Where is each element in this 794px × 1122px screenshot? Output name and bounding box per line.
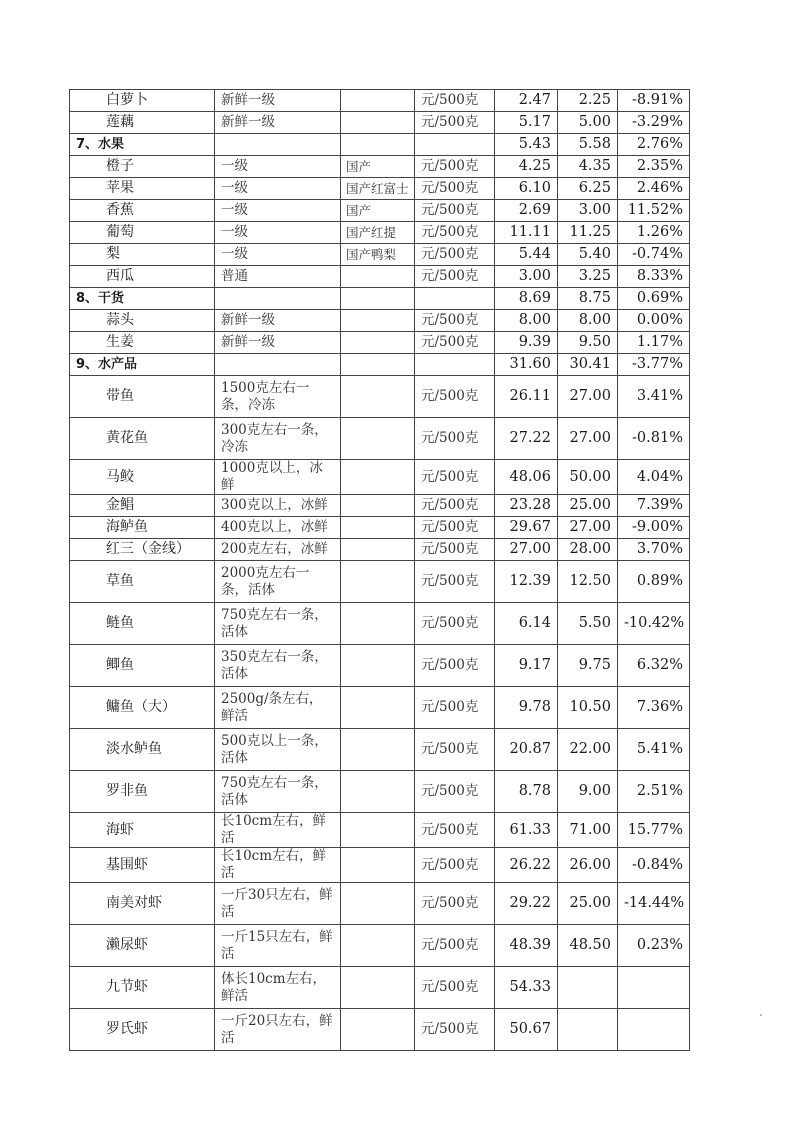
previous-price-cell: 2.47 [495, 90, 558, 112]
current-price-cell: 27.00 [558, 418, 618, 460]
current-price-cell: 9.00 [558, 771, 618, 813]
spec-cell: 2000克左右一条，活体 [215, 561, 341, 603]
change-percent-cell: 11.52% [618, 200, 690, 222]
product-name-cell: 西瓜 [70, 266, 215, 288]
current-price-cell: 5.00 [558, 112, 618, 134]
product-name-cell: 濑尿虾 [70, 925, 215, 967]
change-percent-cell: -0.81% [618, 418, 690, 460]
previous-price-cell: 27.00 [495, 539, 558, 561]
change-percent-cell: 0.00% [618, 310, 690, 332]
spec-cell: 新鲜一级 [215, 310, 341, 332]
origin-cell [341, 495, 415, 517]
product-name-cell: 草鱼 [70, 561, 215, 603]
product-name-cell: 鳙鱼（大） [70, 687, 215, 729]
spec-cell: 新鲜一级 [215, 332, 341, 354]
previous-price-cell: 5.44 [495, 244, 558, 266]
spec-cell: 一斤15只左右，鲜活 [215, 925, 341, 967]
unit-cell: 元/500克 [415, 645, 495, 687]
previous-price-cell: 23.28 [495, 495, 558, 517]
spec-cell: 300克左右一条，冷冻 [215, 418, 341, 460]
previous-price-cell: 5.17 [495, 112, 558, 134]
product-name-cell: 莲藕 [70, 112, 215, 134]
unit-cell: 元/500克 [415, 603, 495, 645]
origin-cell [341, 332, 415, 354]
current-price-cell: 2.25 [558, 90, 618, 112]
spec-cell: 体长10cm左右，鲜活 [215, 967, 341, 1009]
change-percent-cell: -0.74% [618, 244, 690, 266]
current-price-cell: 30.41 [558, 354, 618, 376]
table-row [70, 561, 690, 603]
previous-price-cell: 6.14 [495, 603, 558, 645]
unit-cell: 元/500克 [415, 687, 495, 729]
previous-price-cell: 50.67 [495, 1009, 558, 1051]
table-row [70, 967, 690, 1009]
unit-cell: 元/500克 [415, 1009, 495, 1051]
change-percent-cell: 5.41% [618, 729, 690, 771]
origin-cell: 国产红提 [341, 222, 415, 244]
origin-cell [341, 134, 415, 156]
current-price-cell: 4.35 [558, 156, 618, 178]
origin-cell [341, 848, 415, 883]
origin-cell [341, 539, 415, 561]
change-percent-cell: 0.69% [618, 288, 690, 310]
change-percent-cell: -9.00% [618, 517, 690, 539]
unit-cell: 元/500克 [415, 813, 495, 848]
previous-price-cell: 12.39 [495, 561, 558, 603]
current-price-cell: 8.00 [558, 310, 618, 332]
origin-cell [341, 266, 415, 288]
current-price-cell: 12.50 [558, 561, 618, 603]
change-percent-cell: -8.91% [618, 90, 690, 112]
product-name-cell: 黄花鱼 [70, 418, 215, 460]
product-name-cell: 鲫鱼 [70, 645, 215, 687]
change-percent-cell: -0.84% [618, 848, 690, 883]
unit-cell: 元/500克 [415, 156, 495, 178]
previous-price-cell: 54.33 [495, 967, 558, 1009]
product-name-cell: 香蕉 [70, 200, 215, 222]
unit-cell: 元/500克 [415, 771, 495, 813]
current-price-cell: 9.75 [558, 645, 618, 687]
change-percent-cell: 2.51% [618, 771, 690, 813]
origin-cell [341, 883, 415, 925]
origin-cell: 国产鸭梨 [341, 244, 415, 266]
origin-cell [341, 517, 415, 539]
current-price-cell: 11.25 [558, 222, 618, 244]
spec-cell: 400克以上，冰鲜 [215, 517, 341, 539]
table-row [70, 376, 690, 418]
current-price-cell: 5.58 [558, 134, 618, 156]
origin-cell [341, 354, 415, 376]
unit-cell: 元/500克 [415, 244, 495, 266]
spec-cell: 350克左右一条，活体 [215, 645, 341, 687]
unit-cell: 元/500克 [415, 495, 495, 517]
product-name-cell: 罗非鱼 [70, 771, 215, 813]
spec-cell [215, 134, 341, 156]
spec-cell: 750克左右一条，活体 [215, 603, 341, 645]
unit-cell: 元/500克 [415, 90, 495, 112]
table-row [70, 112, 690, 134]
change-percent-cell: 2.76% [618, 134, 690, 156]
table-row [70, 244, 690, 266]
unit-cell: 元/500克 [415, 925, 495, 967]
spec-cell: 一级 [215, 244, 341, 266]
current-price-cell: 71.00 [558, 813, 618, 848]
spec-cell: 1500克左右一条，冷冻 [215, 376, 341, 418]
product-name-cell: 橙子 [70, 156, 215, 178]
product-name-cell: 九节虾 [70, 967, 215, 1009]
spec-cell: 300克以上，冰鲜 [215, 495, 341, 517]
previous-price-cell: 8.69 [495, 288, 558, 310]
unit-cell: 元/500克 [415, 112, 495, 134]
previous-price-cell: 27.22 [495, 418, 558, 460]
product-name-cell: 基围虾 [70, 848, 215, 883]
origin-cell [341, 687, 415, 729]
current-price-cell: 3.00 [558, 200, 618, 222]
unit-cell: 元/500克 [415, 883, 495, 925]
unit-cell [415, 354, 495, 376]
category-name-cell: 8、干货 [70, 288, 215, 310]
origin-cell: 国产红富士 [341, 178, 415, 200]
table-row [70, 90, 690, 112]
change-percent-cell: 7.36% [618, 687, 690, 729]
spec-cell: 新鲜一级 [215, 90, 341, 112]
table-row [70, 266, 690, 288]
unit-cell: 元/500克 [415, 517, 495, 539]
product-name-cell: 马鲛 [70, 460, 215, 495]
spec-cell: 普通 [215, 266, 341, 288]
origin-cell [341, 1009, 415, 1051]
change-percent-cell: -10.42% [618, 603, 690, 645]
origin-cell [341, 603, 415, 645]
spec-cell [215, 288, 341, 310]
unit-cell [415, 288, 495, 310]
change-percent-cell: 4.04% [618, 460, 690, 495]
table-row [70, 332, 690, 354]
product-name-cell: 葡萄 [70, 222, 215, 244]
unit-cell: 元/500克 [415, 418, 495, 460]
change-percent-cell: -3.29% [618, 112, 690, 134]
spec-cell: 200克左右，冰鲜 [215, 539, 341, 561]
change-percent-cell: 1.17% [618, 332, 690, 354]
current-price-cell [558, 1009, 618, 1051]
previous-price-cell: 61.33 [495, 813, 558, 848]
origin-cell [341, 90, 415, 112]
origin-cell [341, 418, 415, 460]
scan-speck [760, 1014, 762, 1016]
origin-cell [341, 771, 415, 813]
previous-price-cell: 5.43 [495, 134, 558, 156]
previous-price-cell: 29.67 [495, 517, 558, 539]
table-row [70, 460, 690, 495]
current-price-cell [558, 967, 618, 1009]
change-percent-cell: -14.44% [618, 883, 690, 925]
current-price-cell: 27.00 [558, 517, 618, 539]
table-row [70, 687, 690, 729]
change-percent-cell: 15.77% [618, 813, 690, 848]
spec-cell: 长10cm左右，鲜活 [215, 813, 341, 848]
origin-cell [341, 288, 415, 310]
table-row [70, 539, 690, 561]
table-row [70, 603, 690, 645]
origin-cell [341, 376, 415, 418]
origin-cell [341, 925, 415, 967]
current-price-cell: 5.50 [558, 603, 618, 645]
spec-cell: 500克以上一条，活体 [215, 729, 341, 771]
origin-cell [341, 460, 415, 495]
unit-cell: 元/500克 [415, 200, 495, 222]
current-price-cell: 5.40 [558, 244, 618, 266]
table-row [70, 156, 690, 178]
table-row [70, 848, 690, 883]
spec-cell: 一级 [215, 200, 341, 222]
table-row [70, 200, 690, 222]
product-name-cell: 金鲳 [70, 495, 215, 517]
current-price-cell: 22.00 [558, 729, 618, 771]
current-price-cell: 25.00 [558, 495, 618, 517]
spec-cell [215, 354, 341, 376]
table-row [70, 418, 690, 460]
spec-cell: 1000克以上，冰鲜 [215, 460, 341, 495]
origin-cell [341, 729, 415, 771]
current-price-cell: 9.50 [558, 332, 618, 354]
table-row [70, 517, 690, 539]
table-body [70, 90, 690, 1051]
unit-cell: 元/500克 [415, 561, 495, 603]
unit-cell: 元/500克 [415, 729, 495, 771]
table-row [70, 729, 690, 771]
product-name-cell: 生姜 [70, 332, 215, 354]
change-percent-cell: -3.77% [618, 354, 690, 376]
category-row [70, 354, 690, 376]
current-price-cell: 10.50 [558, 687, 618, 729]
unit-cell: 元/500克 [415, 332, 495, 354]
change-percent-cell: 8.33% [618, 266, 690, 288]
change-percent-cell: 7.39% [618, 495, 690, 517]
category-row [70, 134, 690, 156]
table-row [70, 1009, 690, 1051]
category-name-cell: 9、水产品 [70, 354, 215, 376]
spec-cell: 新鲜一级 [215, 112, 341, 134]
unit-cell: 元/500克 [415, 376, 495, 418]
table-row [70, 883, 690, 925]
origin-cell [341, 967, 415, 1009]
table-row [70, 925, 690, 967]
product-name-cell: 海鲈鱼 [70, 517, 215, 539]
previous-price-cell: 8.00 [495, 310, 558, 332]
origin-cell: 国产 [341, 156, 415, 178]
product-name-cell: 鲢鱼 [70, 603, 215, 645]
previous-price-cell: 20.87 [495, 729, 558, 771]
table-row [70, 495, 690, 517]
spec-cell: 一斤20只左右，鲜活 [215, 1009, 341, 1051]
spec-cell: 长10cm左右，鲜活 [215, 848, 341, 883]
change-percent-cell: 0.89% [618, 561, 690, 603]
spec-cell: 750克左右一条，活体 [215, 771, 341, 813]
unit-cell: 元/500克 [415, 266, 495, 288]
unit-cell: 元/500克 [415, 967, 495, 1009]
spec-cell: 一级 [215, 222, 341, 244]
previous-price-cell: 4.25 [495, 156, 558, 178]
origin-cell [341, 813, 415, 848]
change-percent-cell: 6.32% [618, 645, 690, 687]
unit-cell: 元/500克 [415, 310, 495, 332]
change-percent-cell: 3.41% [618, 376, 690, 418]
table-row [70, 178, 690, 200]
change-percent-cell: 3.70% [618, 539, 690, 561]
product-name-cell: 梨 [70, 244, 215, 266]
current-price-cell: 26.00 [558, 848, 618, 883]
product-name-cell: 罗氏虾 [70, 1009, 215, 1051]
unit-cell [415, 134, 495, 156]
current-price-cell: 8.75 [558, 288, 618, 310]
previous-price-cell: 31.60 [495, 354, 558, 376]
spec-cell: 一级 [215, 156, 341, 178]
product-name-cell: 白萝卜 [70, 90, 215, 112]
table-row [70, 813, 690, 848]
current-price-cell: 50.00 [558, 460, 618, 495]
origin-cell [341, 561, 415, 603]
change-percent-cell: 2.35% [618, 156, 690, 178]
previous-price-cell: 48.06 [495, 460, 558, 495]
current-price-cell: 27.00 [558, 376, 618, 418]
unit-cell: 元/500克 [415, 178, 495, 200]
category-name-cell: 7、水果 [70, 134, 215, 156]
previous-price-cell: 8.78 [495, 771, 558, 813]
current-price-cell: 25.00 [558, 883, 618, 925]
previous-price-cell: 9.78 [495, 687, 558, 729]
origin-cell [341, 310, 415, 332]
previous-price-cell: 6.10 [495, 178, 558, 200]
previous-price-cell: 48.39 [495, 925, 558, 967]
previous-price-cell: 26.22 [495, 848, 558, 883]
previous-price-cell: 11.11 [495, 222, 558, 244]
origin-cell [341, 112, 415, 134]
origin-cell [341, 645, 415, 687]
product-name-cell: 蒜头 [70, 310, 215, 332]
unit-cell: 元/500克 [415, 539, 495, 561]
table-row [70, 222, 690, 244]
previous-price-cell: 2.69 [495, 200, 558, 222]
previous-price-cell: 29.22 [495, 883, 558, 925]
spec-cell: 一斤30只左右，鲜活 [215, 883, 341, 925]
price-table [69, 89, 690, 1051]
current-price-cell: 48.50 [558, 925, 618, 967]
previous-price-cell: 9.17 [495, 645, 558, 687]
current-price-cell: 3.25 [558, 266, 618, 288]
product-name-cell: 淡水鲈鱼 [70, 729, 215, 771]
table-row [70, 771, 690, 813]
product-name-cell: 苹果 [70, 178, 215, 200]
change-percent-cell: 0.23% [618, 925, 690, 967]
previous-price-cell: 26.11 [495, 376, 558, 418]
change-percent-cell: 2.46% [618, 178, 690, 200]
category-row [70, 288, 690, 310]
unit-cell: 元/500克 [415, 222, 495, 244]
change-percent-cell [618, 1009, 690, 1051]
origin-cell: 国产 [341, 200, 415, 222]
previous-price-cell: 9.39 [495, 332, 558, 354]
change-percent-cell [618, 967, 690, 1009]
unit-cell: 元/500克 [415, 460, 495, 495]
product-name-cell: 海虾 [70, 813, 215, 848]
product-name-cell: 南美对虾 [70, 883, 215, 925]
product-name-cell: 带鱼 [70, 376, 215, 418]
product-name-cell: 红三（金线） [70, 539, 215, 561]
unit-cell: 元/500克 [415, 848, 495, 883]
table-row [70, 645, 690, 687]
table-row [70, 310, 690, 332]
current-price-cell: 28.00 [558, 539, 618, 561]
current-price-cell: 6.25 [558, 178, 618, 200]
previous-price-cell: 3.00 [495, 266, 558, 288]
spec-cell: 2500g/条左右，鲜活 [215, 687, 341, 729]
change-percent-cell: 1.26% [618, 222, 690, 244]
spec-cell: 一级 [215, 178, 341, 200]
